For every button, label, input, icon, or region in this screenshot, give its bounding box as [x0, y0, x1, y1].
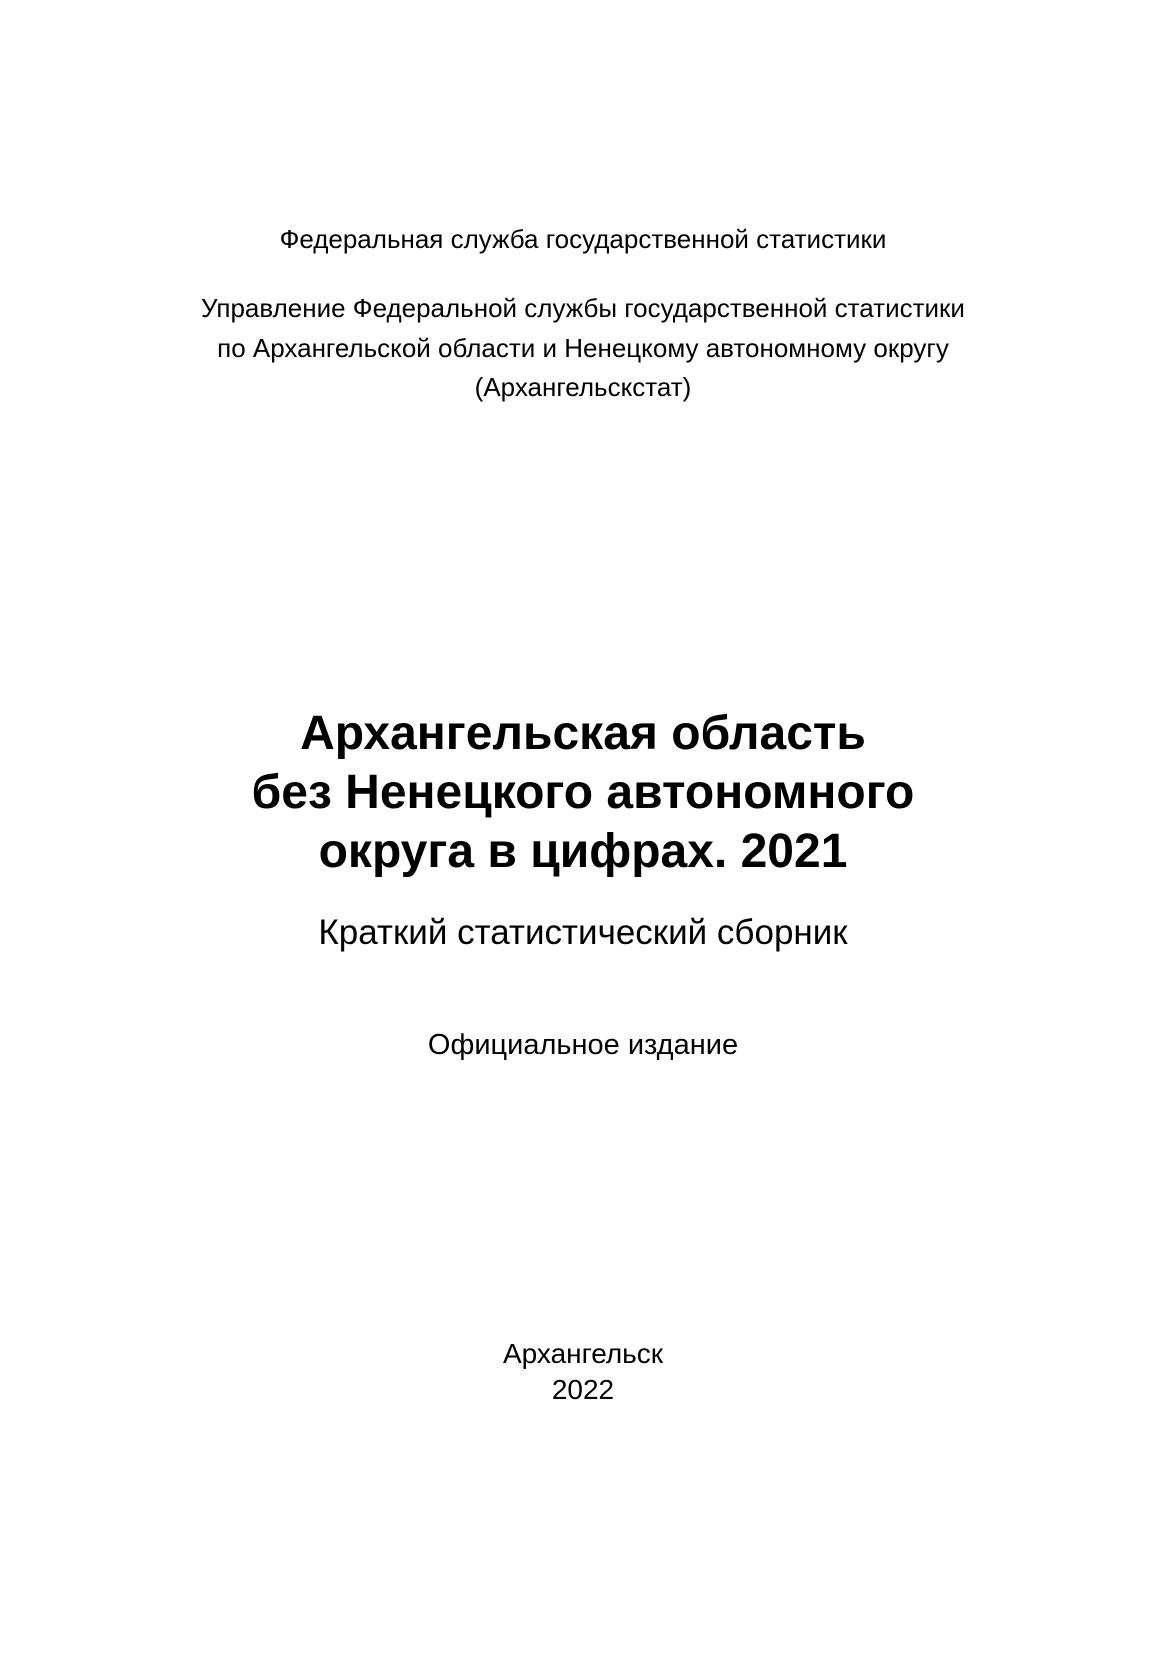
agency-name: Федеральная служба государственной статистики	[279, 224, 887, 254]
imprint-year: 2022	[551, 1374, 615, 1405]
title-line-3: округа в цифрах. 2021	[318, 825, 848, 878]
department-short-name: (Архангельскстат)	[474, 372, 692, 402]
department-line-2: по Архангельской области и Ненецкому автономному округу	[217, 333, 949, 363]
title-line-2: без Ненецкого автономного	[251, 766, 915, 819]
title-line-1: Архангельская область	[300, 707, 866, 760]
department-line-1: Управление Федеральной службы государственной статистики	[201, 293, 965, 323]
document-subtitle: Краткий статистический сборник	[318, 913, 848, 952]
edition-label: Официальное издание	[427, 1029, 739, 1061]
imprint-city: Архангельск	[502, 1338, 664, 1369]
